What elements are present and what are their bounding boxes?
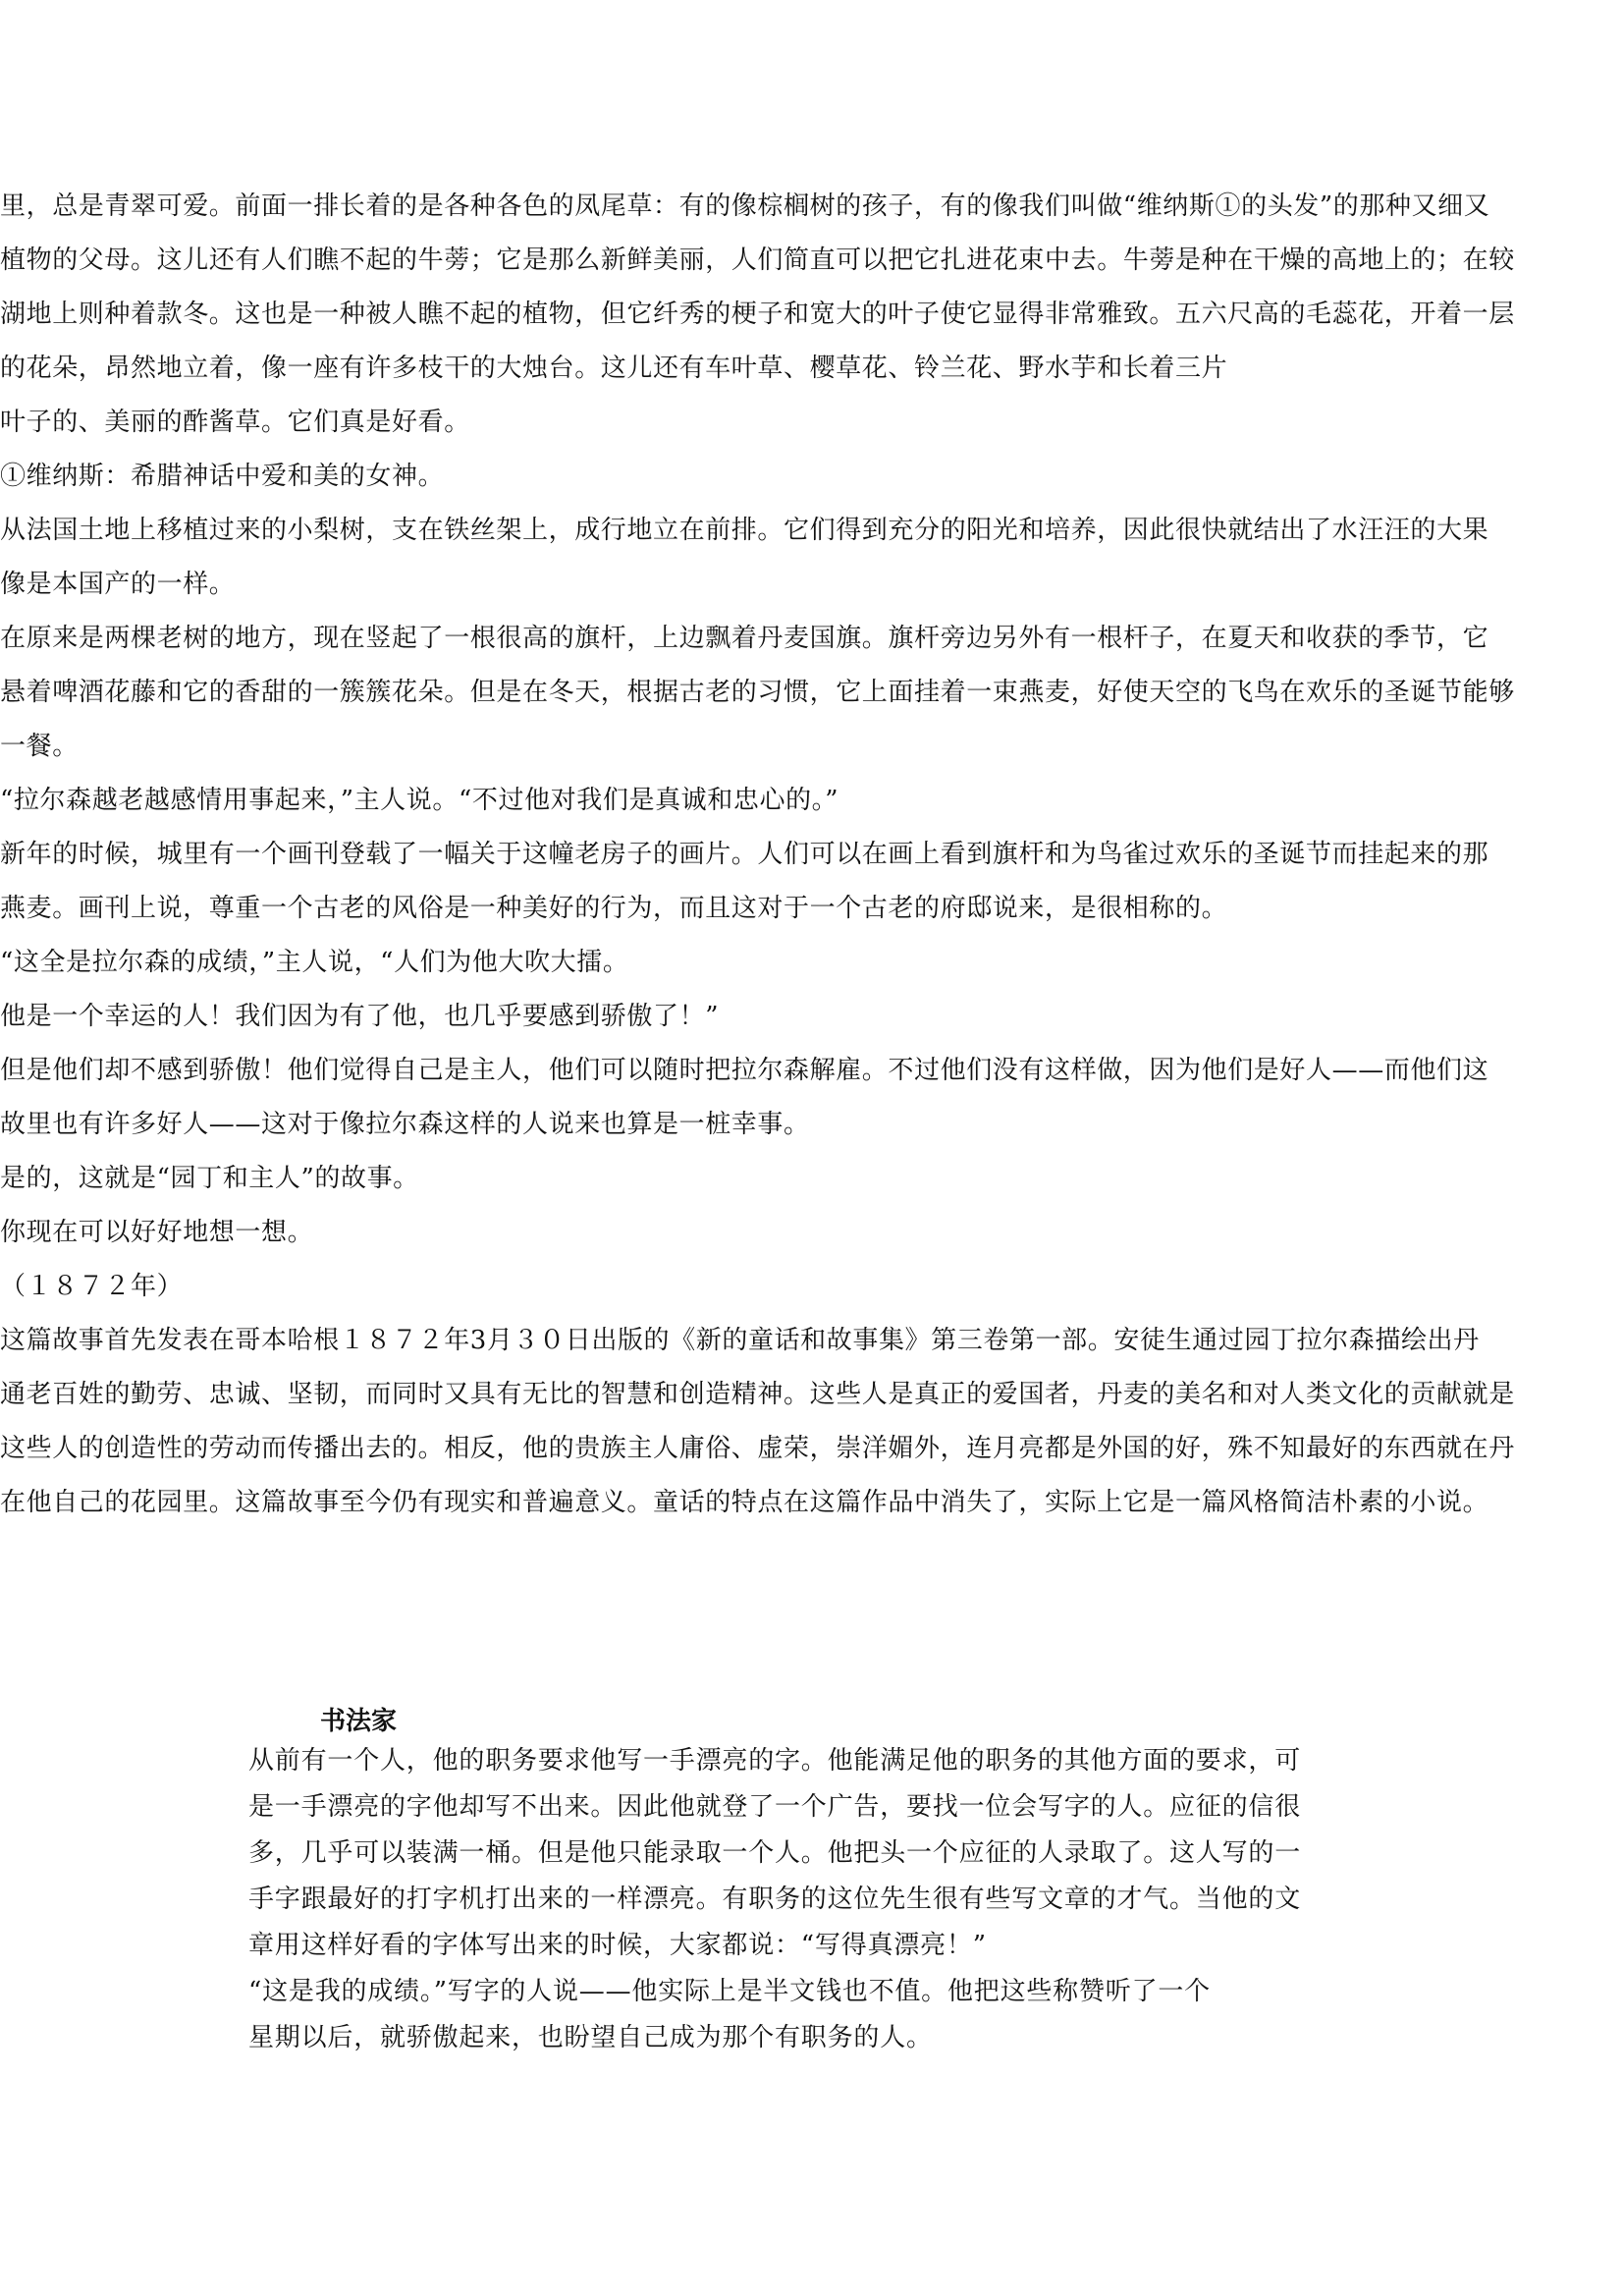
text-line: 新年的时候，城里有一个画刊登载了一幅关于这幢老房子的画片。人们可以在画上看到旗杆和为鸟雀过欢乐的圣诞节而挂起来的那 xyxy=(0,840,1489,869)
text-line: 故里也有许多好人——这对于像拉尔森这样的人说来也算是一桩幸事。 xyxy=(0,1110,810,1139)
text-line: 悬着啤酒花藤和它的香甜的一簇簇花朵。但是在冬天，根据古老的习惯，它上面挂着一束燕麦，好使天空的飞鸟在欢乐的圣诞节能够 xyxy=(0,678,1515,707)
text-line: 一餐。 xyxy=(0,732,79,761)
year-line: （１８７２年） xyxy=(0,1272,184,1301)
text-line: “这全是拉尔森的成绩，”主人说，“人们为他大吹大擂。 xyxy=(0,948,629,977)
text-line: “拉尔森越老越感情用事起来，”主人说。“不过他对我们是真诚和忠心的。” xyxy=(0,786,839,815)
text-line: 燕麦。画刊上说，尊重一个古老的风俗是一种美好的行为，而且这对于一个古老的府邸说来，是很相称的。 xyxy=(0,894,1228,923)
text-line: 通老百姓的勤劳、忠诚、坚韧，而同时又具有无比的智慧和创造精神。这些人是真正的爱国者，丹麦的美名和对人类文化的贡献就是 xyxy=(0,1380,1515,1409)
text-line: 他是一个幸运的人！我们因为有了他，也几乎要感到骄傲了！” xyxy=(0,1002,720,1031)
text-line: 是一手漂亮的字他却写不出来。因此他就登了一个广告，要找一位会写字的人。应征的信很 xyxy=(248,1792,1302,1822)
text-line: 多，几乎可以装满一桶。但是他只能录取一个人。他把头一个应征的人录取了。这人写的一 xyxy=(248,1838,1302,1868)
text-line: 星期以后，就骄傲起来，也盼望自己成为那个有职务的人。 xyxy=(248,2023,933,2052)
text-line: 是的，这就是“园丁和主人”的故事。 xyxy=(0,1164,419,1193)
text-line: 从法国土地上移植过来的小梨树，支在铁丝架上，成行地立在前排。它们得到充分的阳光和培养，因此很快就结出了水汪汪的大果 xyxy=(0,516,1489,545)
footnote-line: ①维纳斯：希腊神话中爱和美的女神。 xyxy=(0,462,445,491)
text-line: “这是我的成绩。”写字的人说——他实际上是半文钱也不值。他把这些称赞听了一个 xyxy=(248,1977,1211,2006)
text-line: 的花朵，昂然地立着，像一座有许多枝干的大烛台。这儿还有车叶草、樱草花、铃兰花、野水芋和长着三片 xyxy=(0,354,1228,383)
text-line: 在原来是两棵老树的地方，现在竖起了一根很高的旗杆，上边飘着丹麦国旗。旗杆旁边另外有一根杆子，在夏天和收获的季节，它 xyxy=(0,624,1489,653)
story-title: 书法家 xyxy=(320,1707,398,1736)
text-line: 你现在可以好好地想一想。 xyxy=(0,1218,314,1247)
text-line: 像是本国产的一样。 xyxy=(0,570,236,599)
text-line: 叶子的、美丽的酢酱草。它们真是好看。 xyxy=(0,408,470,437)
text-line: 章用这样好看的字体写出来的时候，大家都说：“写得真漂亮！” xyxy=(248,1931,987,1960)
text-line: 植物的父母。这儿还有人们瞧不起的牛蒡；它是那么新鲜美丽，人们简直可以把它扎进花束中去。牛蒡是种在干燥的高地上的；在较 xyxy=(0,246,1515,275)
text-line: 手字跟最好的打字机打出来的一样漂亮。有职务的这位先生很有些写文章的才气。当他的文 xyxy=(248,1885,1302,1914)
text-line: 里，总是青翠可爱。前面一排长着的是各种各色的凤尾草：有的像棕榈树的孩子，有的像我们叫做“维纳斯①的头发”的那种又细又 xyxy=(0,191,1490,221)
text-line: 但是他们却不感到骄傲！他们觉得自己是主人，他们可以随时把拉尔森解雇。不过他们没有这样做，因为他们是好人——而他们这 xyxy=(0,1056,1489,1085)
text-line: 这些人的创造性的劳动而传播出去的。相反，他的贵族主人庸俗、虚荣，崇洋媚外，连月亮都是外国的好，殊不知最好的东西就在丹 xyxy=(0,1434,1515,1463)
text-line: 湖地上则种着款冬。这也是一种被人瞧不起的植物，但它纤秀的梗子和宽大的叶子使它显得非常雅致。五六尺高的毛蕊花，开着一层 xyxy=(0,300,1515,329)
text-line: 这篇故事首先发表在哥本哈根１８７２年3月３０日出版的《新的童话和故事集》第三卷第一部。安徒生通过园丁拉尔森描绘出丹 xyxy=(0,1326,1480,1355)
text-line: 从前有一个人，他的职务要求他写一手漂亮的字。他能满足他的职务的其他方面的要求，可 xyxy=(248,1746,1302,1776)
text-line: 在他自己的花园里。这篇故事至今仍有现实和普遍意义。童话的特点在这篇作品中消失了，实际上它是一篇风格简洁朴素的小说。 xyxy=(0,1488,1489,1517)
